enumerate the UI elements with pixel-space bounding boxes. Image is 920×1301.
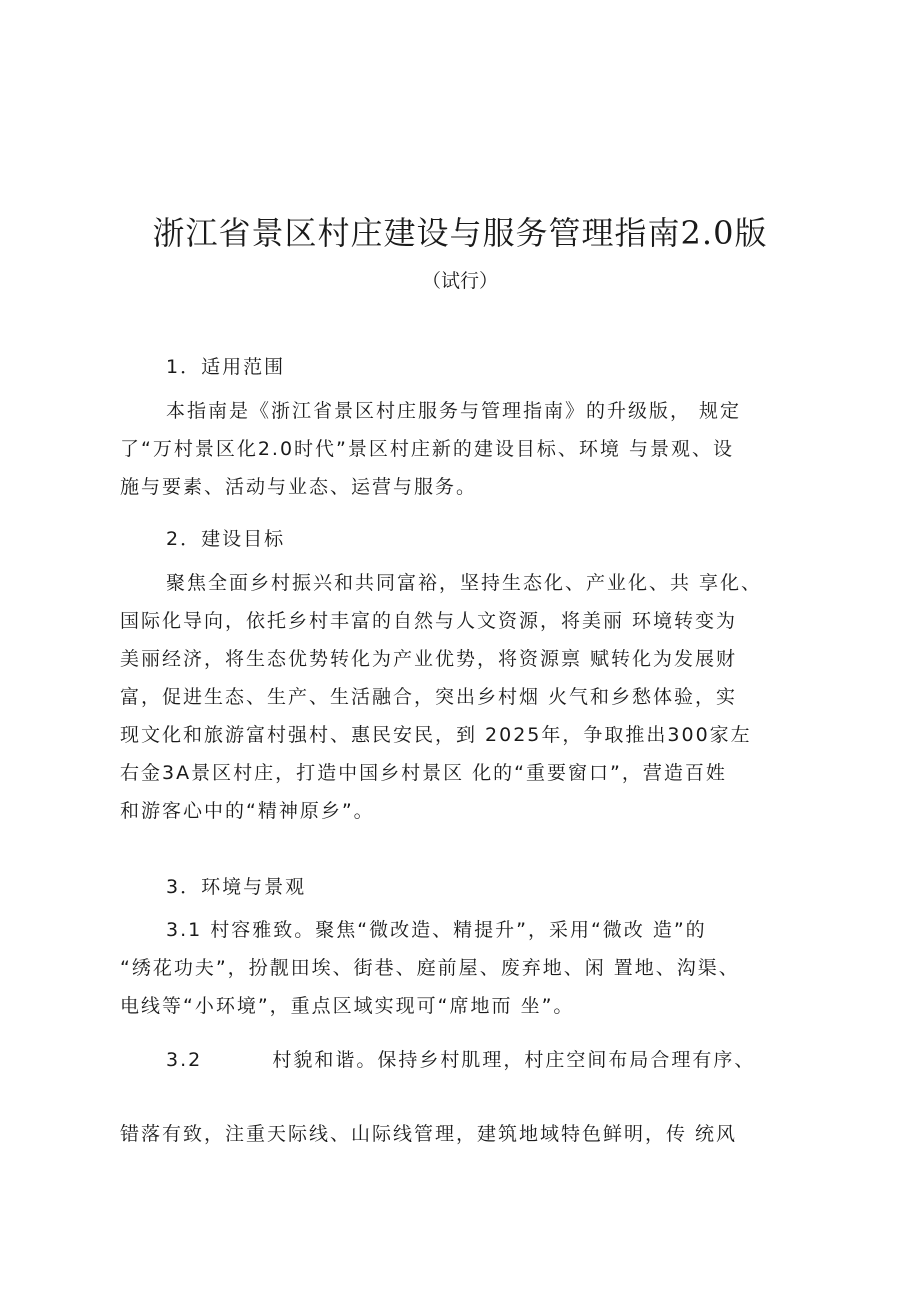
paragraph-line: 国际化导向，依托乡村丰富的自然与人文资源，将美丽 环境转变为 — [120, 610, 738, 632]
document-subtitle: （试行） — [421, 270, 498, 292]
paragraph-line: 错落有致，注重天际线、山际线管理，建筑地域特色鲜明，传 统风 — [120, 1123, 738, 1145]
paragraph-line: 施与要素、活动与业态、运营与服务。 — [120, 476, 478, 498]
paragraph-line: 3.1 村容雅致。聚焦“微改造、精提升”，采用“微改 造”的 — [166, 919, 707, 941]
section-3-heading: 3．环境与景观 — [166, 876, 307, 898]
paragraph-line: 富，促进生态、生产、生活融合，突出乡村烟 火气和乡愁体验，实 — [120, 686, 738, 708]
section-2-heading: 2．建设目标 — [166, 528, 286, 550]
section-2-paragraph — [120, 568, 810, 826]
clause-number: 3.2 — [166, 1049, 203, 1071]
paragraph-line — [120, 1045, 810, 1075]
paragraph-line: 了“万村景区化2.0时代”景区村庄新的建设目标、环境 与景观、设 — [120, 438, 734, 460]
paragraph-line: 电线等“小环境”，重点区域实现可“席地而 坐”。 — [120, 995, 575, 1017]
section-1-paragraph — [120, 396, 810, 502]
section-1-heading: 1．适用范围 — [166, 356, 286, 378]
section-3-2-paragraph — [120, 1045, 810, 1149]
paragraph-line: “绣花功夫”，扮靓田埃、街巷、庭前屋、废弃地、闲 置地、沟渠、 — [120, 957, 740, 979]
paragraph-line: 右金3A景区村庄，打造中国乡村景区 化的“重要窗口”，营造百姓 — [120, 762, 727, 784]
document-title: 浙江省景区村庄建设与服务管理指南2.0版 — [152, 214, 768, 252]
paragraph-line: 美丽经济，将生态优势转化为产业优势，将资源禀 赋转化为发展财 — [120, 648, 738, 670]
section-3-1-paragraph — [120, 915, 810, 1021]
paragraph-line: 现文化和旅游富村强村、惠民安民，到 2025年，争取推出300家左 — [120, 724, 752, 746]
paragraph-line: 聚焦全面乡村振兴和共同富裕，坚持生态化、产业化、共 享化、 — [166, 572, 763, 594]
paragraph-line: 和游客心中的“精神原乡”。 — [120, 800, 375, 822]
paragraph-line: 本指南是《浙江省景区村庄服务与管理指南》的升级版， 规定 — [166, 400, 742, 422]
clause-text: 村貌和谐。保持乡村肌理，村庄空间布局合理有序、 — [272, 1049, 756, 1071]
